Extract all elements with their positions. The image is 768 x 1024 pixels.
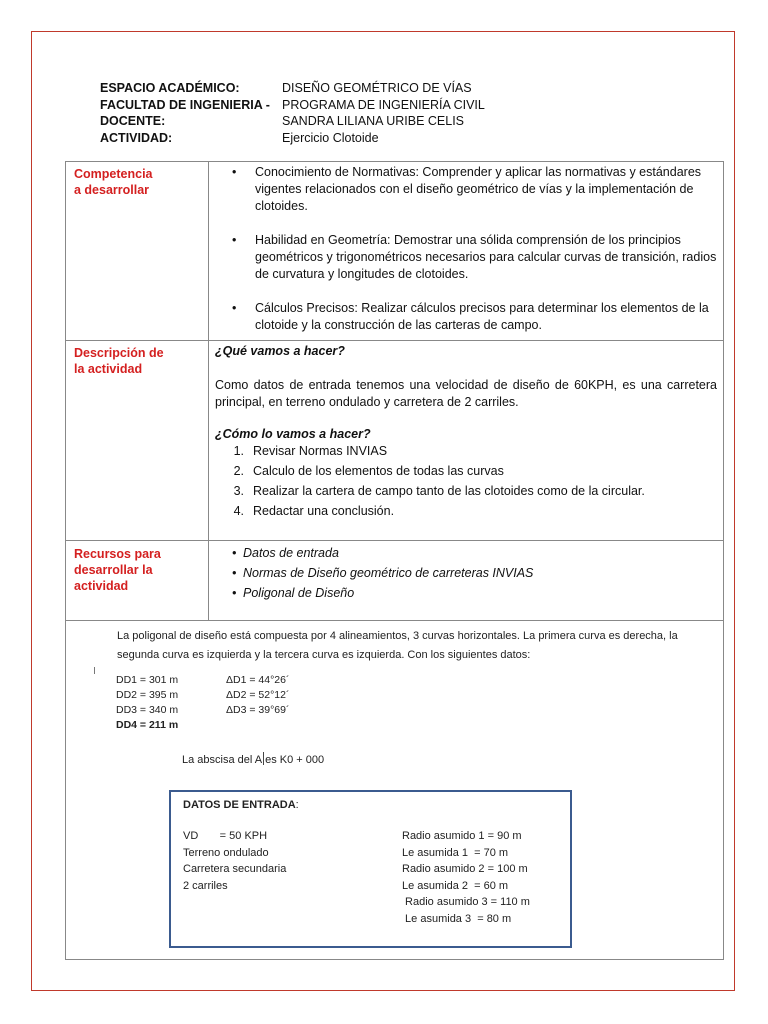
header-value: DISEÑO GEOMÉTRICO DE VÍAS (282, 81, 472, 95)
step-number: 1. (233, 444, 244, 458)
competencia-row (66, 162, 723, 341)
datos-entrada-title (183, 799, 299, 811)
header-row (100, 130, 485, 147)
header-row (100, 80, 485, 97)
data-row (116, 703, 289, 718)
distance-value: DD1 = 301 m (116, 674, 179, 686)
label-line: Recursos para (74, 547, 161, 561)
competencia-item: • Cálculos Precisos: Realizar cálculos precisos para determinar los elementos de la clotoide y la construcción de las carteras de campo. (215, 300, 717, 334)
header-label: ACTIVIDAD: (100, 130, 173, 145)
step-text: Redactar una conclusión. (253, 504, 395, 518)
length-value: Le asumida 2 = 60 m (402, 879, 509, 892)
step-number: 3. (233, 484, 244, 498)
competencia-label (66, 162, 209, 340)
step-item (215, 481, 717, 501)
header-label: DOCENTE: (100, 114, 166, 128)
recursos-list (215, 543, 717, 603)
competencia-list (215, 164, 717, 334)
descripcion-content (209, 341, 723, 540)
length-value: Le asumida 3 = 80 m (402, 912, 512, 925)
title-text: DATOS DE ENTRADA (183, 799, 296, 811)
recursos-row (66, 541, 723, 621)
header-row (100, 97, 485, 114)
title-colon: : (295, 799, 299, 811)
label-line: Competencia (74, 167, 153, 181)
competencia-item: • Habilidad en Geometría: Demostrar una sólida comprensión de los principios geométricos y trigonométricos necesarios para calcular curvas de transición, radios de curvatura y longitudes de clotoides. (215, 232, 717, 283)
abscisa-value: es K0 + 000 (265, 754, 325, 766)
recurso-item: • Poligonal de Diseño (215, 583, 717, 603)
label-line: desarrollar la actividad (74, 563, 153, 593)
competencia-content (209, 162, 723, 340)
alignment-data (116, 673, 289, 733)
data-row (116, 688, 289, 703)
recurso-item: • Normas de Diseño geométrico de carreteras INVIAS (215, 563, 717, 583)
input-value: Carretera secundaria (183, 863, 287, 875)
competencia-item: • Conocimiento de Normativas: Comprender y aplicar las normativas y estándares vigentes relacionados con el diseño geométrico de vías y la implementación de clotoides. (215, 164, 717, 215)
datos-entrada-left (183, 828, 286, 894)
step-item (215, 441, 717, 461)
length-value: Le asumida 1 = 70 m (402, 846, 509, 859)
activity-table (65, 161, 724, 621)
delta-value: ΔD3 = 39°69´ (226, 704, 290, 716)
recurso-item: • Datos de entrada (215, 543, 717, 563)
steps-list (215, 441, 717, 521)
header-label: ESPACIO ACADÉMICO: (100, 81, 240, 95)
step-item (215, 461, 717, 481)
step-text: Realizar la cartera de campo tanto de las clotoides como de la circular. (253, 484, 645, 498)
datos-entrada-right (402, 828, 530, 927)
input-value: VD = 50 KPH (183, 830, 268, 842)
header-value: PROGRAMA DE INGENIERÍA CIVIL (282, 97, 485, 112)
radius-value: Radio asumido 3 = 110 m (402, 896, 530, 908)
description-text: Como datos de entrada tenemos una velocidad de diseño de 60KPH, es una carretera principal, en terreno ondulado y carretera de 2 carriles. (215, 378, 717, 409)
radius-value: Radio asumido 1 = 90 m (402, 830, 522, 842)
abscisa-line (182, 752, 324, 766)
header-label: FACULTAD DE INGENIERIA - (100, 97, 270, 112)
label-line: a desarrollar (74, 183, 150, 197)
datos-entrada-box (169, 790, 572, 948)
step-number: 4. (233, 504, 244, 518)
document-header (100, 80, 485, 146)
distance-value: DD2 = 395 m (116, 689, 179, 701)
distance-value: DD4 = 211 m (116, 719, 179, 731)
descripcion-label (66, 341, 209, 540)
data-row (116, 673, 289, 688)
descripcion-row (66, 341, 723, 541)
input-value: Terreno ondulado (183, 846, 269, 859)
question-what: ¿Qué vamos a hacer? (215, 344, 345, 358)
recursos-label (66, 541, 209, 620)
header-value: SANDRA LILIANA URIBE CELIS (282, 114, 465, 128)
header-value: Ejercicio Clotoide (282, 130, 379, 145)
distance-value: DD3 = 340 m (116, 704, 179, 716)
step-text: Calculo de los elementos de todas las curvas (253, 464, 504, 478)
label-line: la actividad (74, 362, 143, 376)
recursos-content (209, 541, 723, 620)
delta-value: ΔD1 = 44°26´ (226, 674, 290, 686)
question-how: ¿Cómo lo vamos a hacer? (215, 427, 371, 441)
abscisa-text: La abscisa del A (182, 754, 263, 766)
delta-value: ΔD2 = 52°12´ (226, 689, 290, 701)
text-cursor (263, 752, 264, 765)
label-line: Descripción de (74, 346, 164, 360)
problem-paragraph: La poligonal de diseño está compuesta por 4 alineamientos, 3 curvas horizontales. La primera curva es derecha, la segunda curva es izquierda y la tercera curva es izquierda. Con los siguientes datos: (117, 630, 678, 661)
step-item (215, 501, 717, 521)
radius-value: Radio asumido 2 = 100 m (402, 863, 528, 875)
step-number: 2. (233, 464, 244, 478)
input-value: 2 carriles (183, 879, 228, 892)
data-row (116, 718, 289, 733)
margin-mark (94, 667, 95, 674)
header-row (100, 113, 485, 130)
step-text: Revisar Normas INVIAS (253, 444, 388, 458)
